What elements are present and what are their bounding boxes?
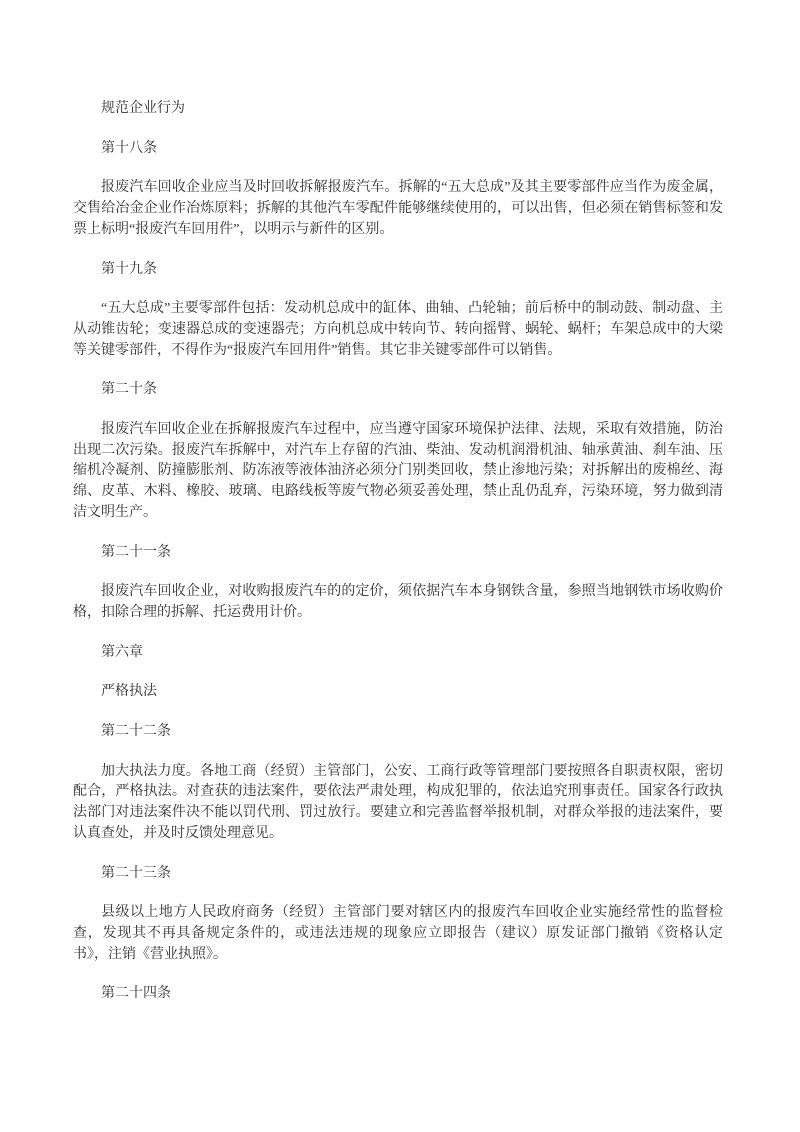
heading-article-23: 第二十三条: [101, 865, 171, 881]
paragraph-article-18: 报废汽车回收企业应当及时回收拆解报废汽车。拆解的“五大总成”及其主要零部件应当作为废金属，交售给冶金企业作冶炼原料；拆解的其他汽车零配件能够继续使用的，可以出售，但必须在销售标签和发票上标明“报废汽车回用件”，以明示与新件的区别。: [73, 180, 723, 237]
section-title-strict-enforcement: 严格执法: [101, 684, 157, 700]
paragraph-article-22: 加大执法力度。各地工商（经贸）主管部门，公安、工商行政等管理部门要按照各自职责权限，密切配合，严格执法。对查获的违法案件，要依法严肃处理，构成犯罪的，依法追究刑事责任。国家各行政执法部门对违法案件决不能以罚代刑、罚过放行。要建立和完善监督举报机制，对群众举报的违法案件，要认真查处，并及时反馈处理意见。: [73, 763, 723, 841]
heading-chapter-6: 第六章: [101, 644, 143, 660]
paragraph-article-20: 报废汽车回收企业在拆解报废汽车过程中，应当遵守国家环境保护法律、法规，采取有效措施，防治出现二次污染。报废汽车拆解中，对汽车上存留的汽油、柴油、发动机润滑机油、轴承黄油、刹车油、压缩机冷凝剂、防撞膨胀剂、防冻液等液体油济必须分门别类回收，禁止渗地污染；对拆解出的废棉丝、海绵、皮革、木料、橡胶、玻璃、电路线板等废气物必须妥善处理，禁止乱仍乱弃，污染环境，努力做到清洁文明生产。: [73, 422, 723, 520]
heading-article-18: 第十八条: [101, 140, 157, 156]
heading-article-24: 第二十四条: [101, 986, 171, 1002]
heading-article-21: 第二十一条: [101, 544, 171, 560]
paragraph-article-21: 报废汽车回收企业，对收购报废汽车的的定价，须依据汽车本身钢铁含量，参照当地钢铁市场收购价格，扣除合理的拆解、托运费用计价。: [73, 584, 723, 620]
paragraph-article-19: “五大总成”主要零部件包括：发动机总成中的缸体、曲轴、凸轮轴；前后桥中的制动鼓、制动盘、主从动锥齿轮；变速器总成的变速器壳；方向机总成中转向节、转向摇臂、蜗轮、蜗杆；车架总成中的大梁等关键零部件，不得作为“报废汽车回用件”销售。其它非关键零部件可以销售。: [73, 301, 723, 358]
heading-article-19: 第十九条: [101, 261, 157, 277]
paragraph-article-23: 县级以上地方人民政府商务（经贸）主管部门要对辖区内的报废汽车回收企业实施经常性的监督检查，发现其不再具备规定条件的，或违法违规的现象应立即报告（建议）原发证部门撤销《资格认定书》，注销《营业执照》。: [73, 905, 723, 962]
heading-article-22: 第二十二条: [101, 724, 171, 740]
heading-article-20: 第二十条: [101, 382, 157, 398]
section-title-regulate-enterprise-behavior: 规范企业行为: [101, 101, 185, 116]
